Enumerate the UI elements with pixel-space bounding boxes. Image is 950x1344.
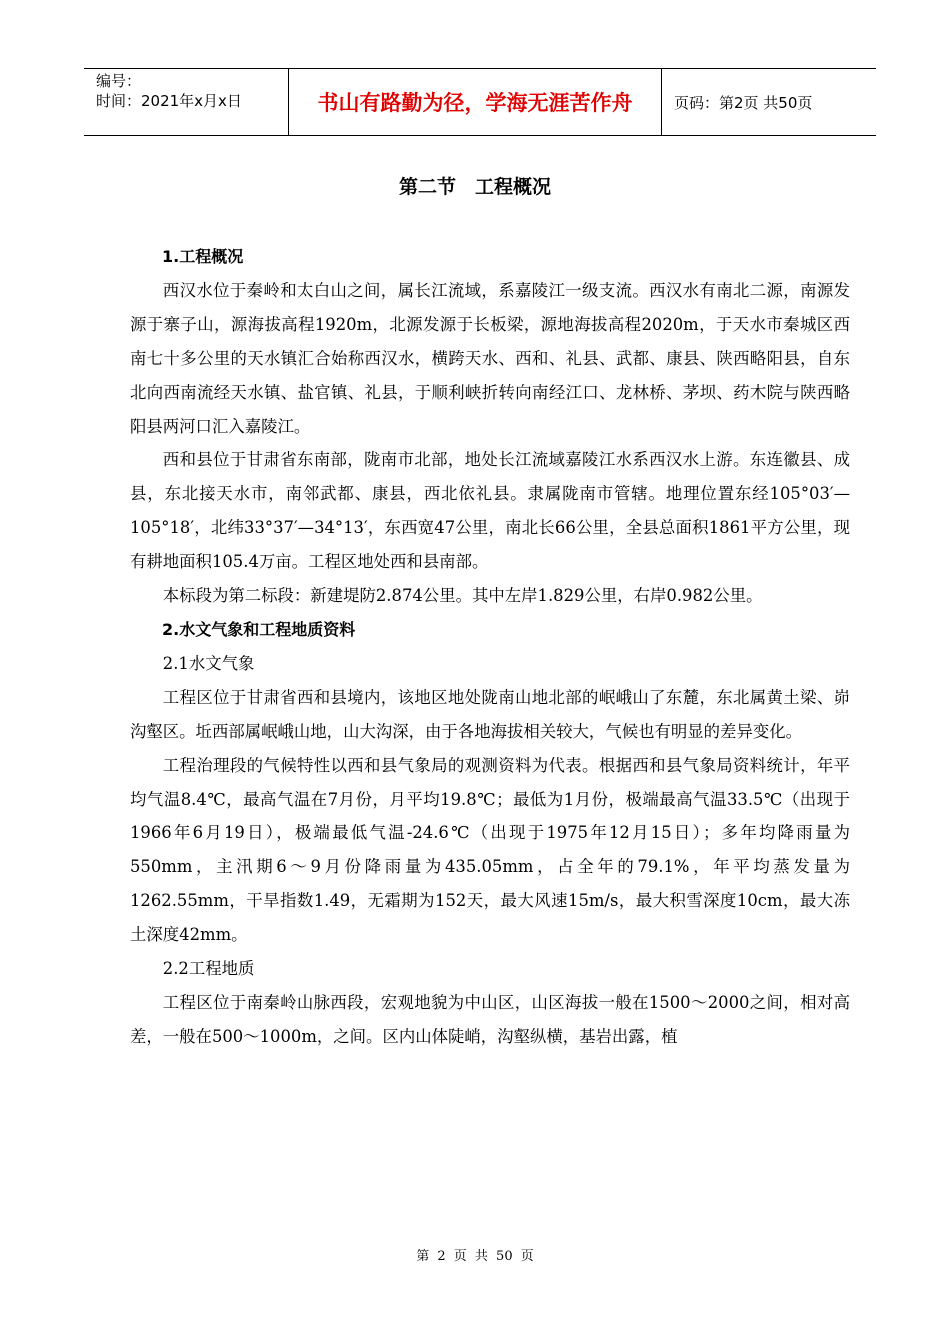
paragraph: 西汉水位于秦岭和太白山之间，属长江流域，系嘉陵江一级支流。西汉水有南北二源，南源发源于寨子山，源海拔高程1920m，北源发源于长板梁，源地海拔高程2020m，于天水市秦城区西南七十多公里的天水镇汇合始称西汉水，横跨天水、西和、礼县、武都、康县、陕西略阳县，自东北向西南流经天水镇、盐官镇、礼县，于顺利峡折转向南经江口、龙林桥、茅坝、药木院与陕西略阳县两河口汇入嘉陵江。: [130, 280, 850, 436]
time-label: 时间：2021年x月x日: [96, 92, 242, 110]
serial-label: 编号：: [96, 72, 142, 90]
heading-hydrology-geology: 2.水文气象和工程地质资料: [162, 619, 356, 639]
header-meta: [84, 69, 288, 135]
section-title: 第二节 工程概况: [398, 176, 551, 198]
header-motto: 书山有路勤为径，学海无涯苦作舟: [288, 69, 662, 135]
paragraph: 工程区位于甘肃省西和县境内，该地区地处陇南山地北部的岷峨山了东麓，东北属黄土梁、峁沟壑区。坵西部属岷峨山地，山大沟深，由于各地海拔相关较大，气候也有明显的差异变化。: [130, 687, 850, 741]
header-page-info: 页码：第2页 共50页: [674, 93, 813, 112]
page-footer: 第 2 页 共 50 页: [416, 1249, 534, 1264]
paragraph: 本标段为第二标段：新建堤防2.874公里。其中左岸1.829公里，右岸0.982公里。: [162, 586, 763, 606]
subheading-hydrology: 2.1水文气象: [162, 653, 255, 673]
page-header: [84, 68, 876, 136]
subheading-geology: 2.2工程地质: [162, 959, 255, 979]
paragraph: 工程治理段的气候特性以西和县气象局的观测资料为代表。根据西和县气象局资料统计，年平均气温8.4℃，最高气温在7月份，月平均19.8℃；最低为1月份，极端最高气温33.5℃（出现于1966年6月19日），极端最低气温-24.6℃（出现于1975年12月15日）；多年均降雨量为550mm，主汛期6～9月份降雨量为435.05mm，占全年的79.1%，年平均蒸发量为1262.55mm，干旱指数1.49，无霜期为152天，最大风速15m/s，最大积雪深度10cm，最大冻土深度42mm。: [130, 755, 850, 945]
paragraph: 工程区位于南秦岭山脉西段，宏观地貌为中山区，山区海拔一般在1500～2000之间，相对高差，一般在500～1000m，之间。区内山体陡峭，沟壑纵横，基岩出露，植: [130, 992, 850, 1046]
document-body: [130, 240, 850, 1054]
heading-overview: 1.工程概况: [162, 247, 244, 266]
paragraph: 西和县位于甘肃省东南部，陇南市北部，地处长江流域嘉陵江水系西汉水上游。东连徽县、成县，东北接天水市，南邻武都、康县，西北依礼县。隶属陇南市管辖。地理位置东经105°03′—105°18′，北纬33°37′—34°13′，东西宽47公里，南北长66公里，全县总面积1861平方公里，现有耕地面积105.4万亩。工程区地处西和县南部。: [130, 450, 850, 572]
